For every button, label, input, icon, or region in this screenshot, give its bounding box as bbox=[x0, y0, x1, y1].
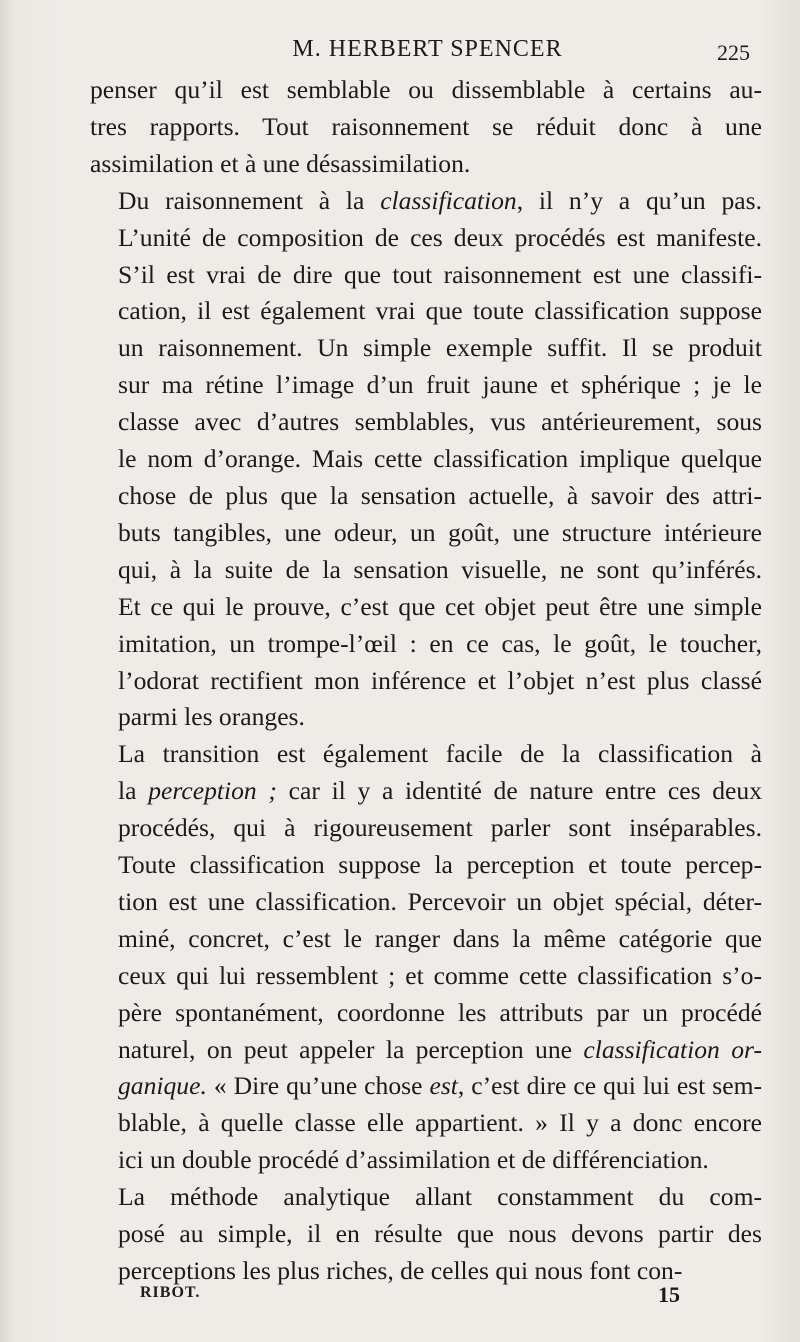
text-line: qui, à la suite de la sensation visuelle, ne sont qu’inférés. bbox=[118, 554, 762, 584]
text-line: imitation, un trompe-l’œil : en ce cas, le goût, le toucher, bbox=[118, 628, 762, 658]
text-line: ceux qui lui ressemblent ; et comme cette classification s’o- bbox=[118, 960, 762, 990]
page-header bbox=[95, 36, 760, 70]
paragraph bbox=[90, 736, 762, 1179]
running-head: M. HERBERT SPENCER bbox=[292, 36, 563, 62]
text-line: père spontanément, coordonne les attributs par un procédé bbox=[118, 997, 762, 1027]
text-line: Et ce qui le prouve, c’est que cet objet peut être une simple bbox=[118, 591, 762, 621]
text-line: l’odorat rectifient mon inférence et l’objet n’est plus classé bbox=[118, 665, 762, 695]
text-line: la perception ; car il y a identité de nature entre ces deux bbox=[118, 776, 763, 806]
paragraph bbox=[90, 1179, 762, 1290]
text-line: miné, concret, c’est le ranger dans la même catégorie que bbox=[118, 923, 762, 953]
text-line: sur ma rétine l’image d’un fruit jaune et sphérique ; je le bbox=[118, 370, 762, 400]
paragraph bbox=[90, 72, 762, 183]
text-line: buts tangibles, une odeur, un goût, une structure intérieure bbox=[118, 517, 762, 547]
text-line: tion est une classification. Percevoir un objet spécial, déter- bbox=[118, 886, 762, 916]
text-line: L’unité de composition de ces deux procédés est manifeste. bbox=[118, 222, 762, 252]
text-line: ganique. « Dire qu’une chose est, c’est dire ce qui lui est sem- bbox=[118, 1071, 763, 1101]
italic-term: est bbox=[429, 1071, 458, 1101]
text-line: penser qu’il est semblable ou dissemblable à certains au- bbox=[90, 75, 762, 104]
text-line: classe avec d’autres semblables, vus antérieurement, sous bbox=[118, 407, 762, 437]
text-line: parmi les oranges. bbox=[118, 702, 305, 732]
text-line: cation, il est également vrai que toute classification suppose bbox=[118, 296, 762, 326]
text-line: S’il est vrai de dire que tout raisonnement est une classifi- bbox=[118, 259, 762, 289]
text-line: chose de plus que la sensation actuelle, à savoir des attri- bbox=[118, 480, 762, 510]
text-line: Du raisonnement à la classification, il n’y a qu’un pas. bbox=[118, 185, 762, 215]
text-line: posé au simple, il en résulte que nous devons partir des bbox=[118, 1219, 762, 1249]
signature-mark: 15 bbox=[658, 1282, 680, 1307]
text-line: Toute classification suppose la perception et toute percep- bbox=[118, 850, 762, 880]
text-line: La transition est également facile de la classification à bbox=[118, 739, 762, 769]
text-line: tres rapports. Tout raisonnement se réduit donc à une bbox=[90, 111, 762, 141]
text-line: assimilation et à une désassimilation. bbox=[90, 148, 471, 178]
page-number: 225 bbox=[717, 40, 750, 65]
page-footer bbox=[140, 1282, 680, 1312]
text-line: naturel, on peut appeler la perception une classification or- bbox=[118, 1034, 762, 1064]
italic-term: classification or- bbox=[583, 1034, 762, 1064]
text-line: perceptions les plus riches, de celles qui nous font con- bbox=[118, 1256, 683, 1285]
italic-term: classification bbox=[380, 185, 517, 215]
printer-signature: RIBOT. bbox=[140, 1284, 201, 1301]
text-line: La méthode analytique allant constamment du com- bbox=[118, 1182, 762, 1212]
italic-term: ganique. bbox=[118, 1071, 207, 1101]
paragraph bbox=[90, 183, 762, 737]
italic-term: perception ; bbox=[148, 776, 277, 806]
text-line: un raisonnement. Un simple exemple suffit. Il se produit bbox=[118, 333, 762, 363]
body-text bbox=[90, 72, 762, 1290]
text-line: procédés, qui à rigoureusement parler sont inséparables. bbox=[118, 813, 762, 843]
text-line: ici un double procédé d’assimilation et de différenciation. bbox=[118, 1145, 709, 1175]
text-line: blable, à quelle classe elle appartient. » Il y a donc encore bbox=[118, 1108, 762, 1138]
text-line: le nom d’orange. Mais cette classification implique quelque bbox=[118, 444, 762, 474]
